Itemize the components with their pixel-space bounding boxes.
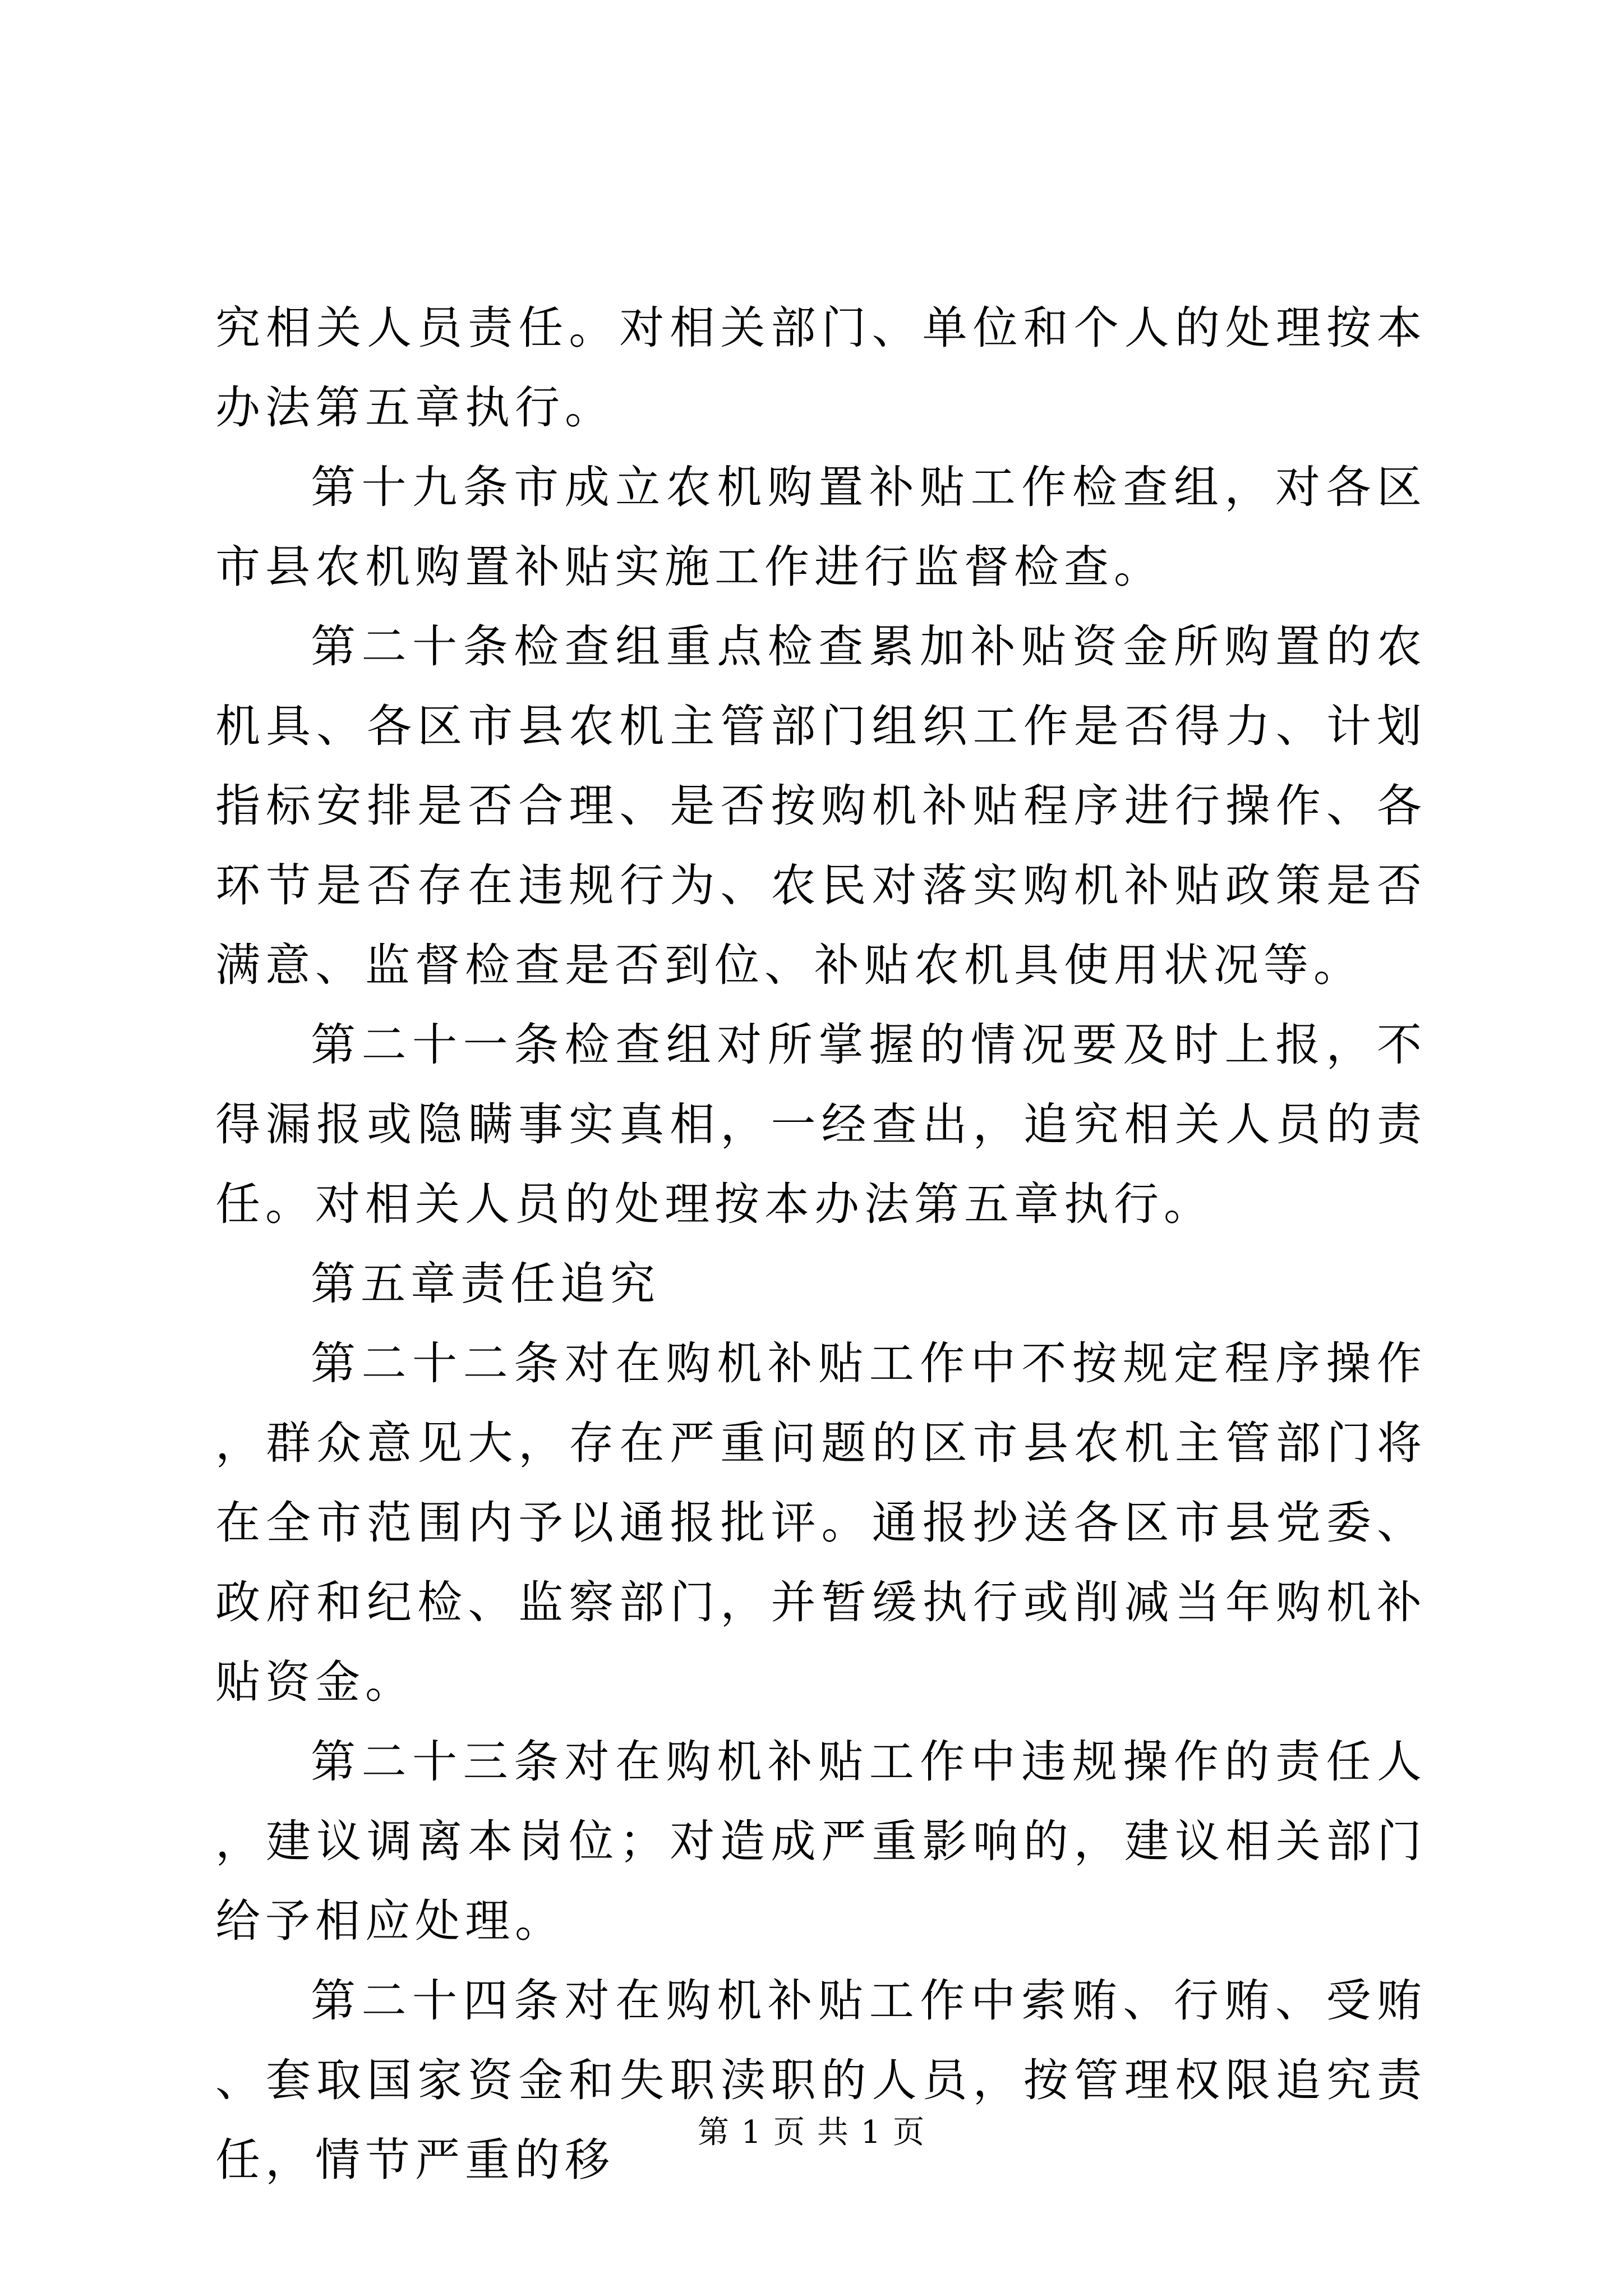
paragraph-article-21: 第二十一条检查组对所掌握的情况要及时上报，不得漏报或隐瞒事实真相，一经查出，追究相关人员的责任。对相关人员的处理按本办法第五章执行。 (215, 1019, 1427, 1230)
paragraph-continuation: 究相关人员责任。对相关部门、单位和个人的处理按本办法第五章执行。 (215, 302, 1427, 434)
page-footer: 第 1 页 共 1 页 (697, 2114, 926, 2151)
paragraph-article-20: 第二十条检查组重点检查累加补贴资金所购置的农机具、各区市县农机主管部门组织工作是否得力、计划指标安排是否合理、是否按购机补贴程序进行操作、各环节是否存在违规行为、农民对落实购机补贴政策是否满意、监督检查是否到位、补贴农机具使用状况等。 (215, 620, 1427, 991)
document-body (215, 288, 1427, 2200)
paragraph-article-24: 第二十四条对在购机补贴工作中索贿、行贿、受贿、套取国家资金和失职渎职的人员，按管理权限追究责任，情节严重的移 (215, 1975, 1427, 2186)
paragraph-article-23: 第二十三条对在购机补贴工作中违规操作的责任人，建议调离本岗位；对造成严重影响的，建议相关部门给予相应处理。 (215, 1736, 1427, 1947)
chapter-heading: 第五章责任追究 (311, 1258, 660, 1310)
paragraph-article-22: 第二十二条对在购机补贴工作中不按规定程序操作，群众意见大，存在严重问题的区市县农机主管部门将在全市范围内予以通报批评。通报抄送各区市县党委、政府和纪检、监察部门，并暂缓执行或削减当年购机补贴资金。 (215, 1337, 1427, 1708)
paragraph-article-19: 第十九条市成立农机购置补贴工作检查组，对各区市县农机购置补贴实施工作进行监督检查。 (215, 461, 1427, 593)
